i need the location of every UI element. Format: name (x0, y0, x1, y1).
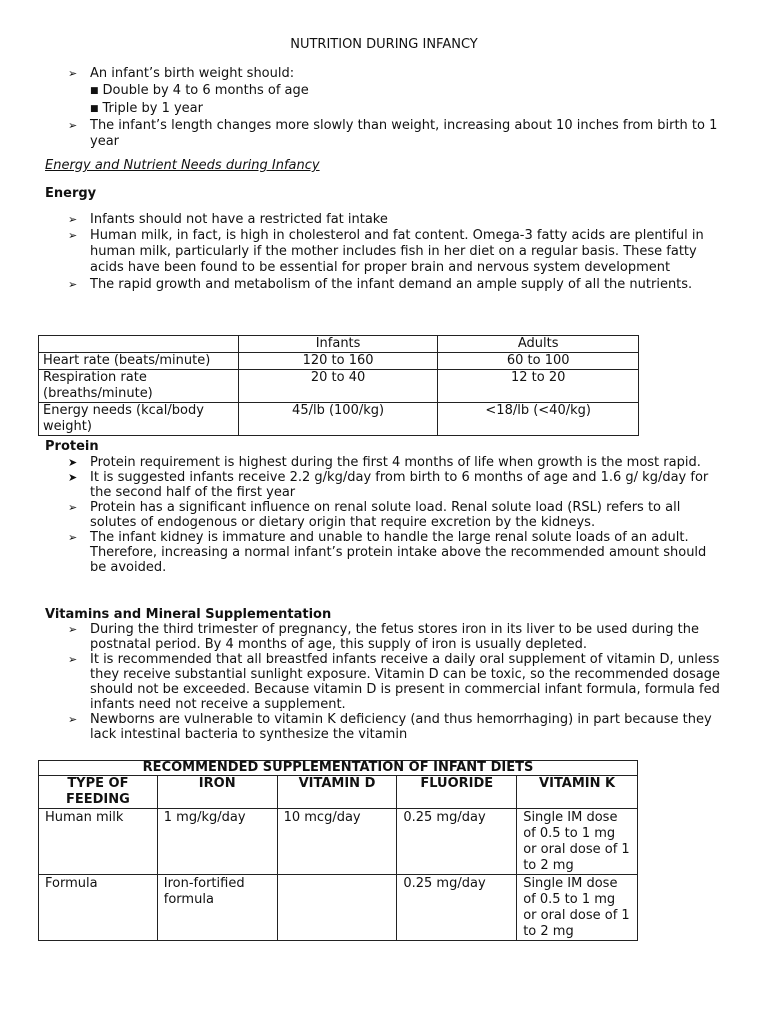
table-cell: 0.25 mg/day (397, 875, 517, 941)
square-bullet-icon: ■ (90, 86, 99, 96)
arrow-bullet-icon: ➤ (68, 471, 78, 484)
table-cell: 45/lb (100/kg) (238, 403, 438, 436)
protein-title: Protein (45, 439, 99, 454)
table-cell: 120 to 160 (238, 353, 438, 370)
arrow-bullet-icon: ➢ (68, 119, 78, 132)
list-item (43, 530, 723, 575)
table-cell: <18/lb (<40/kg) (438, 403, 639, 436)
table-cell: Single IM dose of 0.5 to 1 mg or oral dose of 1 to 2 mg (517, 875, 638, 941)
table-header-cell: VITAMIN D (277, 776, 397, 809)
vitamins-list (43, 622, 723, 742)
table-header-row (39, 776, 638, 809)
list-item (43, 622, 723, 652)
list-item (43, 712, 723, 742)
bullet-text: Human milk, in fact, is high in cholesterol and fat content. Omega-3 fatty acids are plentiful in human milk, particularly if the mother includes fish in her diet on a regular basis. These fatty acids have been found to be essential for proper brain and nervous system development (90, 228, 704, 275)
arrow-bullet-icon: ➢ (68, 713, 78, 726)
table-cell: Energy needs (kcal/body weight) (39, 403, 239, 436)
arrow-bullet-icon: ➢ (68, 501, 78, 514)
table-row (39, 353, 639, 370)
sub-bullet-text: Triple by 1 year (102, 101, 203, 116)
table-header-cell: FLUORIDE (397, 776, 517, 809)
list-item (43, 455, 723, 470)
table-row (39, 875, 638, 941)
list-item (43, 470, 723, 500)
table-cell (39, 336, 239, 353)
arrow-bullet-icon: ➢ (68, 531, 78, 544)
table-row (39, 809, 638, 875)
table-cell: Human milk (39, 809, 158, 875)
table-cell: Iron-fortified formula (157, 875, 277, 941)
table-row (39, 403, 639, 436)
list-item (43, 212, 723, 228)
table-cell: 1 mg/kg/day (157, 809, 277, 875)
list-item (43, 118, 723, 150)
table-cell: 10 mcg/day (277, 809, 397, 875)
table-header-cell: VITAMIN K (517, 776, 638, 809)
table-header-adults: Adults (438, 336, 639, 353)
table-caption-row (39, 761, 638, 776)
bullet-text: Protein has a significant influence on renal solute load. Renal solute load (RSL) refers to all solutes of endogenous or dietary origin that require excretion by the kidneys. (90, 500, 681, 530)
intro-list (43, 66, 723, 150)
table-cell (277, 875, 397, 941)
table-cell: 0.25 mg/day (397, 809, 517, 875)
bullet-text: It is recommended that all breastfed infants receive a daily oral supplement of vitamin D, unless they receive substantial sunlight exposure. Vitamin D can be toxic, so the recommended dosage should not be exceeded. Because vitamin D is present in commercial infant formula, formula fed infants need not receive a supplement. (90, 652, 720, 712)
table-cell: Respiration rate (breaths/minute) (39, 370, 239, 403)
table-cell: 60 to 100 (438, 353, 639, 370)
sub-list-item (43, 100, 723, 118)
table-header-infants: Infants (238, 336, 438, 353)
energy-nutrient-heading: Energy and Nutrient Needs during Infancy (45, 158, 320, 173)
energy-title: Energy (45, 186, 97, 201)
arrow-bullet-icon: ➢ (68, 623, 78, 636)
table-cell: 20 to 40 (238, 370, 438, 403)
table-header-cell: IRON (157, 776, 277, 809)
bullet-text: The infant kidney is immature and unable to handle the large renal solute loads of an adult. Therefore, increasing a normal infant’s protein intake above the recommended amount should be avoided. (90, 530, 707, 575)
bullet-text: The infant’s length changes more slowly than weight, increasing about 10 inches from birth to 1 year (90, 118, 718, 149)
bullet-text: Protein requirement is highest during the first 4 months of life when growth is the most rapid. (90, 455, 701, 470)
table-header-cell: TYPE OF FEEDING (39, 776, 158, 809)
bullet-text: During the third trimester of pregnancy, the fetus stores iron in its liver to be used during the postnatal period. By 4 months of age, this supply of iron is usually depleted. (90, 622, 700, 652)
arrow-bullet-icon: ➢ (68, 213, 78, 226)
table-cell: 12 to 20 (438, 370, 639, 403)
arrow-bullet-icon: ➢ (68, 229, 78, 242)
arrow-bullet-icon: ➢ (68, 67, 78, 80)
supplementation-table (38, 760, 638, 941)
table-cell: Heart rate (beats/minute) (39, 353, 239, 370)
table-cell: Formula (39, 875, 158, 941)
table-cell: Single IM dose of 0.5 to 1 mg or oral dose of 1 to 2 mg (517, 809, 638, 875)
bullet-text: An infant’s birth weight should: (90, 66, 295, 81)
sub-list-item (43, 82, 723, 100)
table-row (39, 370, 639, 403)
bullet-text: Newborns are vulnerable to vitamin K deficiency (and thus hemorrhaging) in part because they lack intestinal bacteria to synthesize the vitamin (90, 712, 712, 742)
table-header-row (39, 336, 639, 353)
table-caption: RECOMMENDED SUPPLEMENTATION OF INFANT DIETS (39, 761, 638, 776)
page-title: NUTRITION DURING INFANCY (290, 37, 478, 52)
sub-bullet-text: Double by 4 to 6 months of age (102, 83, 309, 98)
list-item (43, 228, 723, 276)
protein-list (43, 455, 723, 575)
vitamins-title: Vitamins and Mineral Supplementation (45, 607, 332, 622)
arrow-bullet-icon: ➢ (68, 653, 78, 666)
arrow-bullet-icon: ➢ (68, 278, 78, 291)
list-item (43, 500, 723, 530)
bullet-text: Infants should not have a restricted fat intake (90, 212, 388, 227)
energy-list (43, 212, 723, 293)
list-item (43, 276, 723, 293)
list-item (43, 652, 723, 712)
arrow-bullet-icon: ➤ (68, 456, 78, 469)
vitals-table (38, 335, 639, 436)
square-bullet-icon: ■ (90, 104, 99, 114)
list-item (43, 66, 723, 82)
bullet-text: The rapid growth and metabolism of the infant demand an ample supply of all the nutrients. (90, 277, 693, 292)
bullet-text: It is suggested infants receive 2.2 g/kg/day from birth to 6 months of age and 1.6 g/ kg/day for the second half of the first year (90, 470, 709, 500)
